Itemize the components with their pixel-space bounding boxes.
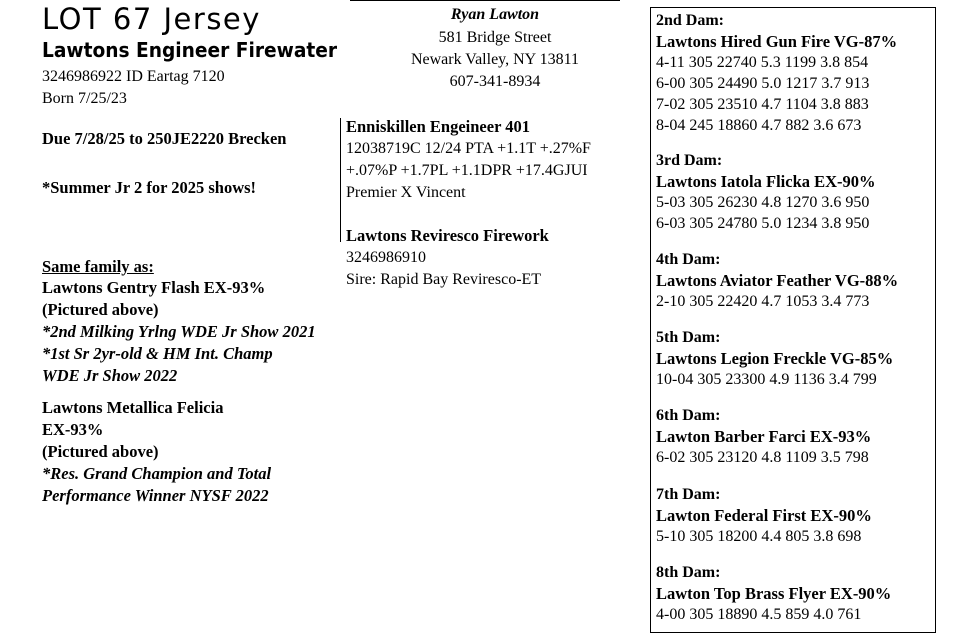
pedigree-divider bbox=[340, 118, 341, 242]
dam-label: 5th Dam: bbox=[656, 329, 721, 346]
family-member-pictured: (Pictured above) bbox=[42, 442, 159, 461]
family-heading: Same family as: bbox=[42, 257, 154, 276]
dam-name: Lawtons Hired Gun Fire VG-87% bbox=[656, 32, 898, 51]
family-member-name: Lawtons Metallica Felicia bbox=[42, 398, 224, 417]
dam-record: 7-02 305 23510 4.7 1104 3.8 883 bbox=[656, 96, 869, 113]
dam-registration: 3246986910 bbox=[346, 249, 426, 266]
dam-name: Lawtons Legion Freckle VG-85% bbox=[656, 349, 894, 368]
dam-name: Lawtons Aviator Feather VG-88% bbox=[656, 271, 899, 290]
dam-sire: Sire: Rapid Bay Reviresco-ET bbox=[346, 271, 542, 288]
dam-record: 4-11 305 22740 5.3 1199 3.8 854 bbox=[656, 54, 869, 71]
dam-record: 5-03 305 26230 4.8 1270 3.6 950 bbox=[656, 194, 870, 211]
family-member-honor: *2nd Milking Yrlng WDE Jr Show 2021 bbox=[42, 322, 316, 341]
breeder-name: Ryan Lawton bbox=[450, 6, 540, 23]
breeder-street: 581 Bridge Street bbox=[438, 29, 552, 46]
dam-name: Lawton Federal First EX-90% bbox=[656, 506, 872, 525]
sire-name: Enniskillen Engeineer 401 bbox=[346, 117, 530, 136]
dam-label: 8th Dam: bbox=[656, 564, 721, 581]
sire-pedigree-line: Premier X Vincent bbox=[346, 184, 466, 201]
dam-record: 8-04 245 18860 4.7 882 3.6 673 bbox=[656, 117, 862, 134]
dam-name: Lawtons Iatola Flicka EX-90% bbox=[656, 172, 876, 191]
dam-name: Lawton Barber Farci EX-93% bbox=[656, 427, 872, 446]
sire-proof-line: +.07%P +1.7PL +1.1DPR +17.4GJUI bbox=[346, 162, 588, 179]
dam-name: Lawton Top Brass Flyer EX-90% bbox=[656, 584, 892, 603]
breeder-city: Newark Valley, NY 13811 bbox=[410, 51, 580, 68]
dam-label: 2nd Dam: bbox=[656, 12, 725, 29]
summer-show-note: *Summer Jr 2 for 2025 shows! bbox=[42, 178, 257, 197]
family-member-honor: WDE Jr Show 2022 bbox=[42, 366, 178, 385]
family-member-honor: *1st Sr 2yr-old & HM Int. Champ bbox=[42, 344, 273, 363]
sire-proof-line: 12038719C 12/24 PTA +1.1T +.27%F bbox=[346, 140, 591, 157]
family-member-pictured: (Pictured above) bbox=[42, 300, 159, 319]
family-member-score: EX-93% bbox=[42, 420, 104, 439]
dam-label: 7th Dam: bbox=[656, 486, 721, 503]
family-member-honor: Performance Winner NYSF 2022 bbox=[42, 486, 269, 505]
family-member-name: Lawtons Gentry Flash EX-93% bbox=[42, 278, 266, 297]
dam-record: 4-00 305 18890 4.5 859 4.0 761 bbox=[656, 606, 862, 623]
dam-label: 4th Dam: bbox=[656, 251, 721, 268]
dam-label: 3rd Dam: bbox=[656, 152, 723, 169]
dam-record: 5-10 305 18200 4.4 805 3.8 698 bbox=[656, 528, 862, 545]
dam-label: 6th Dam: bbox=[656, 407, 721, 424]
registration-line: 3246986922 ID Eartag 7120 bbox=[42, 68, 225, 85]
dam-record: 6-00 305 24490 5.0 1217 3.7 913 bbox=[656, 75, 870, 92]
dam-name: Lawtons Reviresco Firework bbox=[346, 226, 549, 245]
dam-record: 6-03 305 24780 5.0 1234 3.8 950 bbox=[656, 215, 870, 232]
dam-record: 2-10 305 22420 4.7 1053 3.4 773 bbox=[656, 293, 870, 310]
lot-title: LOT 67 Jersey bbox=[42, 2, 261, 36]
animal-name: Lawtons Engineer Firewater bbox=[42, 38, 338, 62]
due-date-note: Due 7/28/25 to 250JE2220 Brecken bbox=[42, 129, 287, 148]
family-member-honor: *Res. Grand Champion and Total bbox=[42, 464, 272, 483]
dam-record: 6-02 305 23120 4.8 1109 3.5 798 bbox=[656, 449, 869, 466]
top-divider bbox=[350, 0, 620, 1]
breeder-phone: 607-341-8934 bbox=[449, 73, 541, 90]
dam-record: 10-04 305 23300 4.9 1136 3.4 799 bbox=[656, 371, 877, 388]
born-date: Born 7/25/23 bbox=[42, 90, 127, 107]
